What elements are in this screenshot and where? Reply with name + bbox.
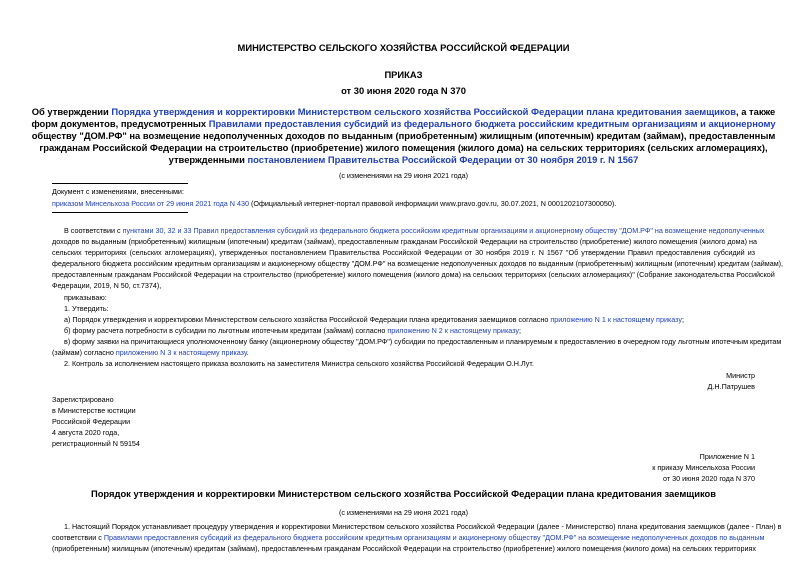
title-line-3: обществу "ДОМ.РФ" на возмещение недополученных доходов по выданным (приобретенным) жилищным (ипотечным) кредитам (займам), предоставленным <box>31 130 776 141</box>
link-appendix-2[interactable]: приложению N 2 к настоящему приказу <box>387 326 519 335</box>
order-date-number: от 30 июня 2020 года N 370 <box>341 85 466 96</box>
separator-line <box>52 212 188 213</box>
item-v-line-2 <box>52 348 249 357</box>
doc-type-heading: ПРИКАЗ <box>384 69 423 80</box>
appendix-label: от 30 июня 2020 года N 370 <box>662 474 755 483</box>
title-line-2 <box>0 118 807 130</box>
title-text: форм документов, предусмотренных <box>31 118 209 129</box>
title-line-4: гражданам Российской Федерации на строительство (приобретение) жилого помещения (жилого дома) на сельских территориях (сельских агломерациях), <box>39 142 768 153</box>
signature-position: Министр <box>726 371 755 380</box>
item-text: б) форму расчета потребности в субсидии по льготным ипотечным кредитам (займам) согласно <box>64 326 388 335</box>
changes-source: (Официальный интернет-портал правовой информации www.pravo.gov.ru, 30.07.2021, N 0001202107300050). <box>248 199 617 208</box>
appendix-paragraph-line <box>52 522 782 531</box>
order-word: приказываю: <box>64 293 107 302</box>
title-text: , а также <box>735 106 776 117</box>
item-b <box>64 326 521 335</box>
registration-line: Российской Федерации <box>52 417 131 426</box>
paragraph-text: соответствии с <box>52 533 104 542</box>
link-rules[interactable]: Правилами предоставления субсидий из федерального бюджета российским кредитным организациям и акционерному обществу "ДОМ.РФ" на возмещение недополученных доходов по выданным <box>103 533 765 542</box>
title-text: утвержденными <box>168 154 248 165</box>
title-line-1 <box>0 106 807 118</box>
paragraph-text: В соответствии с <box>64 226 123 235</box>
title-link-procedure[interactable]: Порядка утверждения и корректировки Министерством сельского хозяйства Российской Федерации плана кредитования заемщиков <box>111 106 736 117</box>
registration-line: 4 августа 2020 года, <box>52 428 120 437</box>
appendix-paragraph-line <box>52 533 765 542</box>
appendix-paragraph-line: (приобретенным) жилищным (ипотечным) кредитам (займам), предоставленным гражданам Российской Федерации на строительство (приобретение) жилого помещения (жилого дома) на сельских территориях <box>52 544 756 553</box>
signature-name: Д.Н.Патрушев <box>707 382 755 391</box>
amended-note: (с изменениями на 29 июня 2021 года) <box>338 171 469 180</box>
paragraph-line <box>52 226 765 235</box>
ministry-heading: МИНИСТЕРСТВО СЕЛЬСКОГО ХОЗЯЙСТВА РОССИЙСКОЙ ФЕДЕРАЦИИ <box>237 42 570 53</box>
paragraph-line: Федерации, 2019, N 50, ст.7374), <box>52 281 162 290</box>
item-text: ; <box>682 315 684 324</box>
registration-line: Зарегистрировано <box>52 395 114 404</box>
appendix-label: к приказу Минсельхоза России <box>652 463 755 472</box>
item-v-line-1: в) форму заявки на причитающиеся уполномоченному банку (акционерному обществу "ДОМ.РФ") субсидии по предоставленным и планируемым к предоставлению в очередном году льготным ипотечным кредитам <box>64 337 782 346</box>
paragraph-line: доходов по выданным (приобретенным) жилищным (ипотечным) кредитам (займам), предоставленным гражданам Российской Федерации на строительство (приобретение) жилого помещения (жилого дома) на <box>52 237 757 246</box>
paragraph-line: предоставленным гражданам Российской Федерации на строительство (приобретение) жилого помещения (жилого дома) на сельских территориях (сельских агломерациях)" (Собрание законодательства Российской <box>52 270 775 279</box>
paragraph-text: , утвержденных постановлением Правительства Российской Федерации от 30 ноября 2019 г. N 1567 "Об утверждении Правил предоставления субсидий из <box>214 248 756 257</box>
appendix-label: Приложение N 1 <box>699 452 755 461</box>
title-line-5 <box>0 154 807 166</box>
paragraph-line: федерального бюджета российским кредитным организациям и акционерному обществу "ДОМ.РФ" на возмещение недополученных доходов по выданным (приобретенным) жилищным (ипотечным) кредитам (займам), <box>52 259 784 268</box>
paragraph-line <box>52 248 755 257</box>
link-appendix-1[interactable]: приложению N 1 к настоящему приказу <box>550 315 682 324</box>
changes-link[interactable]: приказом Минсельхоза России от 29 июня 2021 года N 430 <box>52 199 249 208</box>
item-2: 2. Контроль за исполнением настоящего приказа возложить на заместителя Министра сельского хозяйства Российской Федерации О.Н.Лут. <box>64 359 534 368</box>
paragraph-text: сельских территориях (сельских агломерациях) <box>52 248 215 257</box>
item-text: ; <box>518 326 521 335</box>
item-text: (займам) согласно <box>52 348 116 357</box>
link-rules-points[interactable]: пунктами 30, 32 и 33 Правил предоставления субсидий из федерального бюджета российским кредитным организациям и акционерному обществу "ДОМ.РФ" на возмещение недополученных <box>122 226 765 235</box>
appendix-title: Порядок утверждения и корректировки Министерством сельского хозяйства Российской Федерации плана кредитования заемщиков <box>90 488 717 499</box>
changes-label: Документ с изменениями, внесенными: <box>52 187 184 196</box>
title-link-rules[interactable]: Правилами предоставления субсидий из федерального бюджета российским кредитным организациям и акционерному <box>208 118 776 129</box>
item-1: 1. Утвердить: <box>64 304 109 313</box>
item-text: а) Порядок утверждения и корректировки Министерством сельского хозяйства Российской Федерации плана кредитования заемщиков согласно <box>64 315 551 324</box>
registration-line: в Министерстве юстиции <box>52 406 136 415</box>
appendix-amended-note: (с изменениями на 29 июня 2021 года) <box>338 508 469 517</box>
title-link-resolution[interactable]: постановлением Правительства Российской Федерации от 30 ноября 2019 г. N 1567 <box>247 154 639 165</box>
registration-line: регистрационный N 59154 <box>52 439 140 448</box>
item-a <box>64 315 684 324</box>
link-appendix-3[interactable]: приложению N 3 к настоящему приказу <box>115 348 247 357</box>
separator-line <box>52 183 188 184</box>
item-text: . <box>246 348 249 357</box>
paragraph-text: 1. Настоящий Порядок устанавливает процедуру утверждения и корректировки Министерством сельского хозяйства Российской Федерации (далее - Министерство) плана кредитования заемщиков (далее - План) в <box>64 522 782 531</box>
changes-line <box>52 199 616 208</box>
title-text: Об утверждении <box>31 106 112 117</box>
